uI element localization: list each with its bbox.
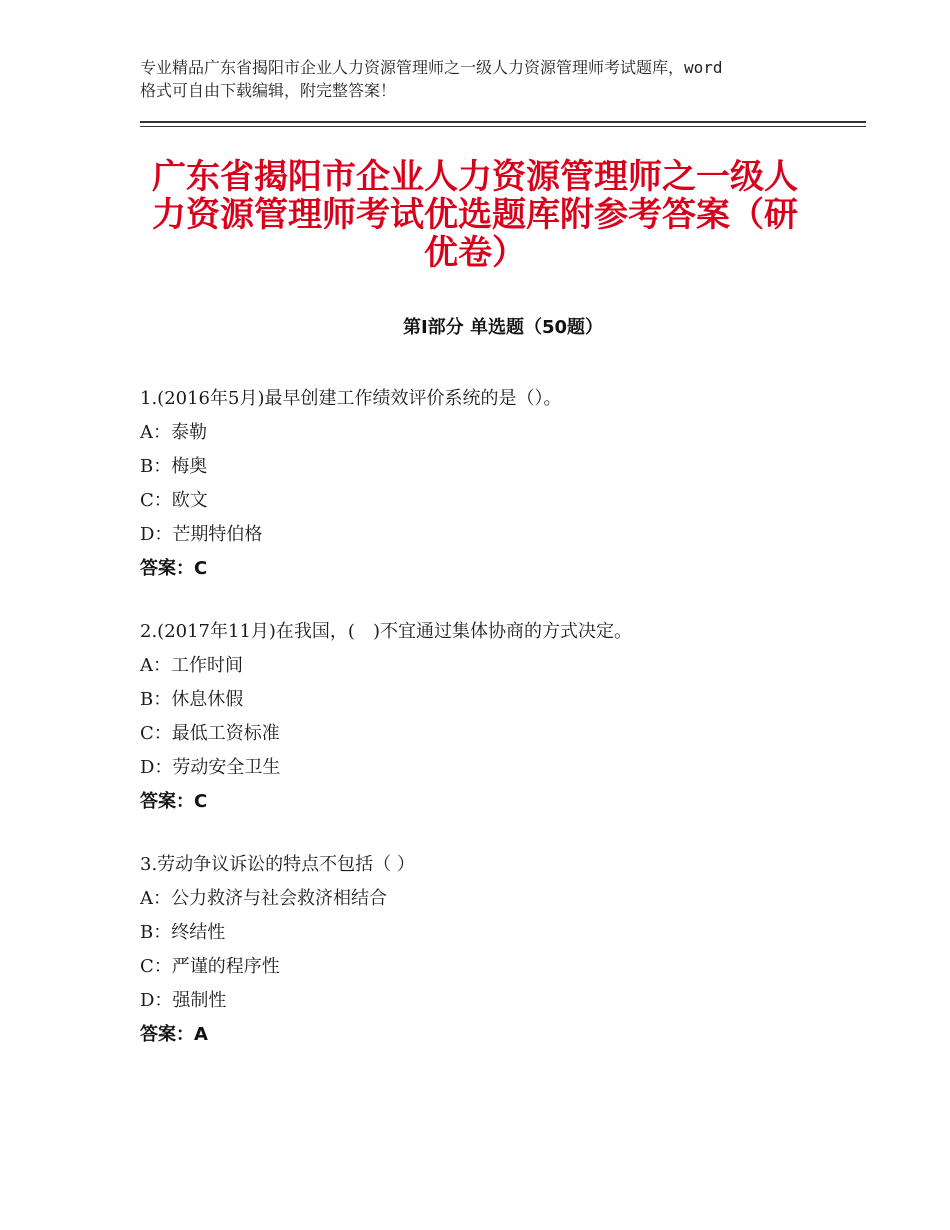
option-c: C：欧文 (140, 490, 208, 511)
question-stem: 3.劳动争议诉讼的特点不包括（ ） (140, 854, 415, 875)
answer-key: 答案：A (140, 1024, 208, 1045)
header-divider-thin (140, 126, 866, 127)
header-note-line-1: 专业精品广东省揭阳市企业人力资源管理师之一级人力资源管理师考试题库，word (140, 58, 723, 77)
title-line-1: 广东省揭阳市企业人力资源管理师之一级人 (152, 157, 798, 197)
option-a: A：公力救济与社会救济相结合 (140, 888, 387, 909)
header-divider-thick (140, 121, 866, 123)
question-stem: 1.(2016年5月)最早创建工作绩效评价系统的是（）。 (140, 388, 562, 409)
option-d: D：芒期特伯格 (140, 524, 263, 545)
option-c: C：最低工资标准 (140, 723, 280, 744)
option-a: A：工作时间 (140, 655, 243, 676)
option-b: B：休息休假 (140, 689, 244, 710)
option-b: B：终结性 (140, 922, 226, 943)
option-d: D：劳动安全卫生 (140, 757, 281, 778)
header-note-line-2: 格式可自由下载编辑，附完整答案！ (140, 81, 397, 100)
question-item (140, 382, 866, 586)
section-heading: 第Ⅰ部分 单选题（50题） (402, 317, 603, 338)
option-a: A：泰勒 (140, 422, 207, 443)
title-line-2: 力资源管理师考试优选题库附参考答案（研 (152, 195, 798, 235)
document-title (120, 158, 830, 272)
question-stem: 2.(2017年11月)在我国，( )不宜通过集体协商的方式决定。 (140, 621, 632, 642)
title-line-3: 优卷） (424, 233, 526, 273)
question-item (140, 848, 866, 1052)
answer-key: 答案：C (140, 558, 208, 579)
question-item (140, 615, 866, 819)
option-b: B：梅奥 (140, 456, 208, 477)
option-d: D：强制性 (140, 990, 227, 1011)
document-header-note (140, 56, 830, 102)
answer-key: 答案：C (140, 791, 208, 812)
option-c: C：严谨的程序性 (140, 956, 280, 977)
question-list (140, 382, 866, 1081)
